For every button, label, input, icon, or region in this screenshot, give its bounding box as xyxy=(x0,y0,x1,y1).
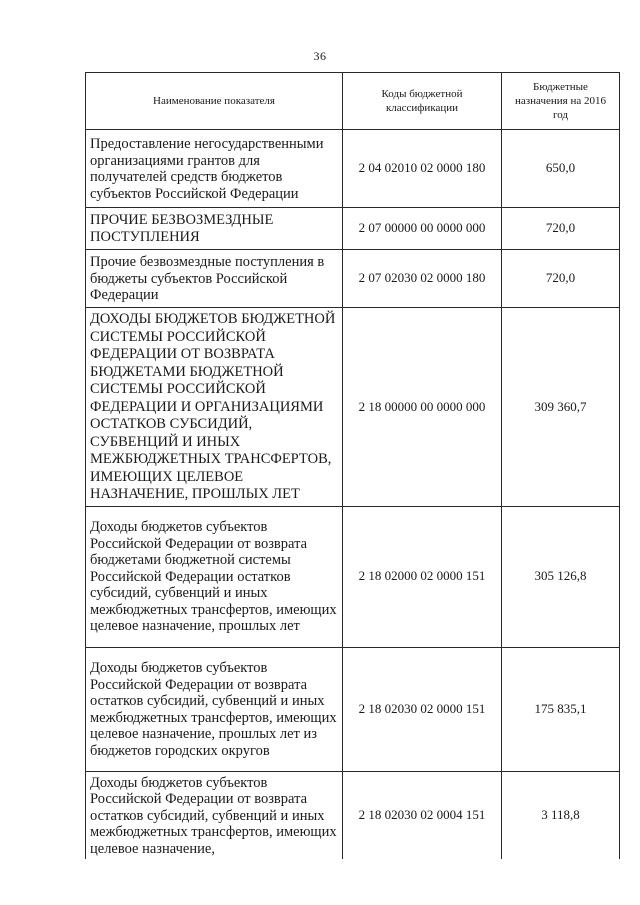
table-row xyxy=(86,208,620,250)
table-row xyxy=(86,130,620,208)
row-indicator-name: Доходы бюджетов субъектов Российской Федерации от возврата бюджетами бюджетной системы Российской Федерации остатков субсидий, субвенций и иных межбюджетных трансфертов, имеющих целевое назначение, прошлых лет xyxy=(86,506,343,647)
header-budget-code-label: Коды бюджетной классификации xyxy=(381,88,463,114)
budget-revenue-table xyxy=(85,72,620,859)
row-budget-code: 2 04 02010 02 0000 180 xyxy=(343,130,502,208)
row-budget-code: 2 18 00000 00 0000 000 xyxy=(343,308,502,507)
table-row xyxy=(86,647,620,771)
header-indicator-name xyxy=(86,73,343,130)
table-row xyxy=(86,308,620,507)
row-budget-code: 2 18 02000 02 0000 151 xyxy=(343,506,502,647)
row-budget-code: 2 18 02030 02 0000 151 xyxy=(343,647,502,771)
row-indicator-name: Доходы бюджетов субъектов Российской Федерации от возврата остатков субсидий, субвенций и иных межбюджетных трансфертов, имеющих целевое назначение, прошлых лет из бюджетов городских округов xyxy=(86,647,343,771)
row-budget-code: 2 07 02030 02 0000 180 xyxy=(343,250,502,308)
row-budget-amount: 650,0 xyxy=(502,130,620,208)
row-budget-code: 2 18 02030 02 0004 151 xyxy=(343,771,502,859)
row-indicator-name: Предоставление негосударственными организациями грантов для получателей средств бюджетов субъектов Российской Федерации xyxy=(86,130,343,208)
row-budget-amount: 305 126,8 xyxy=(502,506,620,647)
table-row xyxy=(86,250,620,308)
row-indicator-name: ДОХОДЫ БЮДЖЕТОВ БЮДЖЕТНОЙ СИСТЕМЫ РОССИЙСКОЙ ФЕДЕРАЦИИ ОТ ВОЗВРАТА БЮДЖЕТАМИ БЮДЖЕТНОЙ СИСТЕМЫ РОССИЙСКОЙ ФЕДЕРАЦИИ И ОРГАНИЗАЦИЯМИ ОСТАТКОВ СУБСИДИЙ, СУБВЕНЦИЙ И ИНЫХ МЕЖБЮДЖЕТНЫХ ТРАНСФЕРТОВ, ИМЕЮЩИХ ЦЕЛЕВОЕ НАЗНАЧЕНИЕ, ПРОШЛЫХ ЛЕТ xyxy=(86,308,343,507)
header-budget-code xyxy=(343,73,502,130)
header-indicator-name-label: Наименование показателя xyxy=(153,95,275,107)
page-number: 36 xyxy=(313,49,327,63)
row-budget-amount: 720,0 xyxy=(502,250,620,308)
row-budget-amount: 309 360,7 xyxy=(502,308,620,507)
header-budget-amount xyxy=(502,73,620,130)
row-indicator-name: Прочие безвозмездные поступления в бюджеты субъектов Российской Федерации xyxy=(86,250,343,308)
row-indicator-name: Доходы бюджетов субъектов Российской Федерации от возврата остатков субсидий, субвенций и иных межбюджетных трансфертов, имеющих целевое назначение, xyxy=(86,771,343,859)
table-row xyxy=(86,771,620,859)
row-indicator-name: ПРОЧИЕ БЕЗВОЗМЕЗДНЫЕ ПОСТУПЛЕНИЯ xyxy=(86,208,343,250)
table-header-row xyxy=(86,73,620,130)
row-budget-code: 2 07 00000 00 0000 000 xyxy=(343,208,502,250)
row-budget-amount: 720,0 xyxy=(502,208,620,250)
row-budget-amount: 3 118,8 xyxy=(502,771,620,859)
row-budget-amount: 175 835,1 xyxy=(502,647,620,771)
header-budget-amount-label: Бюджетные назначения на 2016 год xyxy=(515,81,606,121)
table-row xyxy=(86,506,620,647)
